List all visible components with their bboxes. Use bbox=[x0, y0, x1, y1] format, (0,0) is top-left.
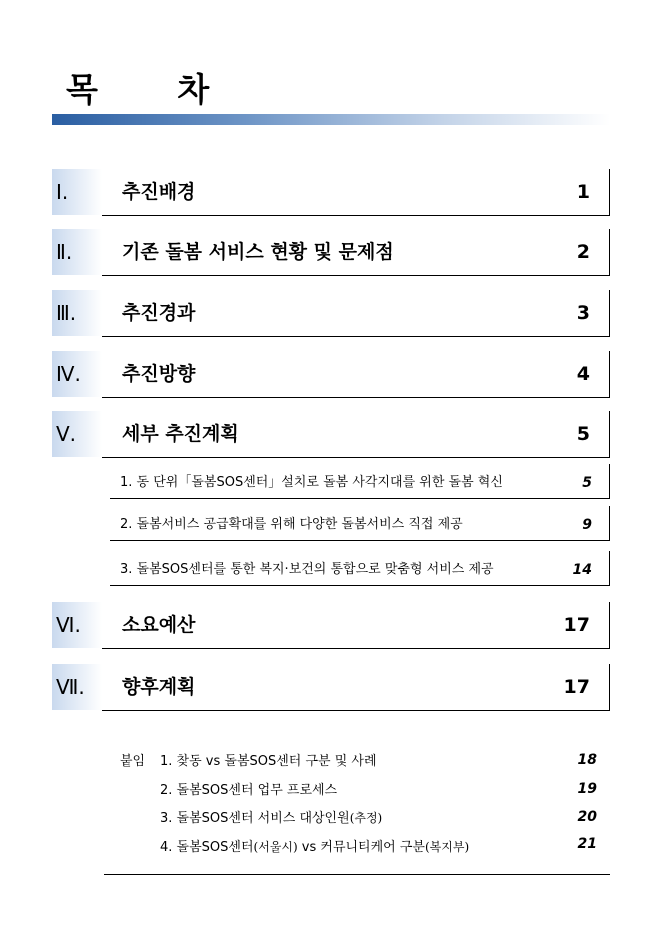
section-page: 5 bbox=[576, 423, 590, 445]
subsection-underline bbox=[110, 585, 610, 586]
section-number: Ⅴ. bbox=[52, 411, 102, 457]
section-page: 17 bbox=[563, 614, 590, 636]
section-right-border bbox=[609, 664, 610, 710]
section-page: 2 bbox=[576, 241, 590, 263]
toc-section-3[interactable] bbox=[52, 290, 610, 337]
toc-section-4[interactable] bbox=[52, 351, 610, 398]
appendix-label: 붙임 bbox=[120, 754, 146, 769]
section-title: 기존 돌봄 서비스 현황 및 문제점 bbox=[122, 241, 394, 263]
appendix-item-title-b: vs 커뮤니티케어 구분 bbox=[297, 840, 425, 855]
subsection-title: 1. 동 단위「돌봄SOS센터」설치로 돌봄 사각지대를 위한 돌봄 혁신 bbox=[120, 475, 503, 490]
section-right-border bbox=[609, 351, 610, 397]
section-right-border bbox=[609, 229, 610, 275]
toc-section-5[interactable] bbox=[52, 411, 610, 458]
section-title: 소요예산 bbox=[122, 614, 196, 636]
appendix-item-4-page: 21 bbox=[577, 836, 597, 852]
appendix-item-title: 2. 돌봄SOS센터 업무 프로세스 bbox=[160, 783, 338, 798]
appendix-item-3-page: 20 bbox=[577, 809, 597, 825]
section-underline bbox=[102, 397, 610, 398]
subsection-title: 3. 돌봄SOS센터를 통한 복지·보건의 통합으로 맞춤형 서비스 제공 bbox=[120, 562, 494, 577]
appendix-item-note-a: (서울시) bbox=[253, 840, 298, 854]
subsection-page: 14 bbox=[572, 562, 592, 578]
appendix-item-title-a: 4. 돌봄SOS센터 bbox=[160, 840, 254, 855]
appendix-item-2[interactable] bbox=[160, 779, 337, 798]
subsection-underline bbox=[110, 540, 610, 541]
section-right-border bbox=[609, 290, 610, 336]
page-title: 목 차 bbox=[66, 70, 244, 109]
subsection-right-border bbox=[609, 464, 610, 498]
appendix-item-2-page: 19 bbox=[577, 781, 597, 797]
section-page: 1 bbox=[576, 181, 590, 203]
section-title: 추진방향 bbox=[122, 363, 196, 385]
subsection-page: 9 bbox=[582, 517, 592, 533]
toc-subsection-1[interactable] bbox=[110, 464, 610, 498]
section-number: Ⅶ. bbox=[52, 664, 102, 710]
section-right-border bbox=[609, 602, 610, 648]
appendix-item-title: 3. 돌봄SOS센터 서비스 대상인원 bbox=[160, 811, 350, 826]
toc-section-6[interactable] bbox=[52, 602, 610, 649]
toc-section-1[interactable] bbox=[52, 169, 610, 216]
section-title: 향후계획 bbox=[122, 676, 196, 698]
appendix-item-title: 1. 찾동 vs 돌봄SOS센터 구분 및 사례 bbox=[160, 754, 377, 769]
section-page: 17 bbox=[563, 676, 590, 698]
section-number: Ⅱ. bbox=[52, 229, 102, 275]
toc-subsection-2[interactable] bbox=[110, 506, 610, 540]
section-right-border bbox=[609, 169, 610, 215]
subsection-underline bbox=[110, 498, 610, 499]
section-underline bbox=[102, 275, 610, 276]
section-underline bbox=[102, 336, 610, 337]
appendix-item-3[interactable] bbox=[160, 807, 382, 826]
section-right-border bbox=[609, 411, 610, 457]
section-page: 3 bbox=[576, 302, 590, 324]
subsection-right-border bbox=[609, 551, 610, 585]
subsection-right-border bbox=[609, 506, 610, 540]
appendix-item-1[interactable] bbox=[160, 750, 377, 769]
appendix-item-note-b: (복지부) bbox=[424, 840, 470, 854]
toc-section-7[interactable] bbox=[52, 664, 610, 711]
section-number: Ⅳ. bbox=[52, 351, 102, 397]
appendix-item-1-page: 18 bbox=[577, 752, 597, 768]
section-title: 추진경과 bbox=[122, 302, 196, 324]
toc-subsection-3[interactable] bbox=[110, 551, 610, 585]
section-number: Ⅵ. bbox=[52, 602, 102, 648]
section-number: Ⅲ. bbox=[52, 290, 102, 336]
appendix-item-note: (추정) bbox=[349, 811, 383, 825]
section-underline bbox=[102, 215, 610, 216]
section-underline bbox=[102, 710, 610, 711]
section-page: 4 bbox=[576, 363, 590, 385]
title-underline-bar bbox=[52, 114, 610, 125]
bottom-divider bbox=[104, 874, 610, 875]
section-number: Ⅰ. bbox=[52, 169, 102, 215]
section-title: 세부 추진계획 bbox=[122, 423, 239, 445]
appendix-item-4[interactable] bbox=[160, 836, 469, 855]
subsection-title: 2. 돌봄서비스 공급확대를 위해 다양한 돌봄서비스 직접 제공 bbox=[120, 517, 463, 532]
toc-section-2[interactable] bbox=[52, 229, 610, 276]
subsection-page: 5 bbox=[582, 475, 592, 491]
section-title: 추진배경 bbox=[122, 181, 196, 203]
section-underline bbox=[102, 457, 610, 458]
section-underline bbox=[102, 648, 610, 649]
